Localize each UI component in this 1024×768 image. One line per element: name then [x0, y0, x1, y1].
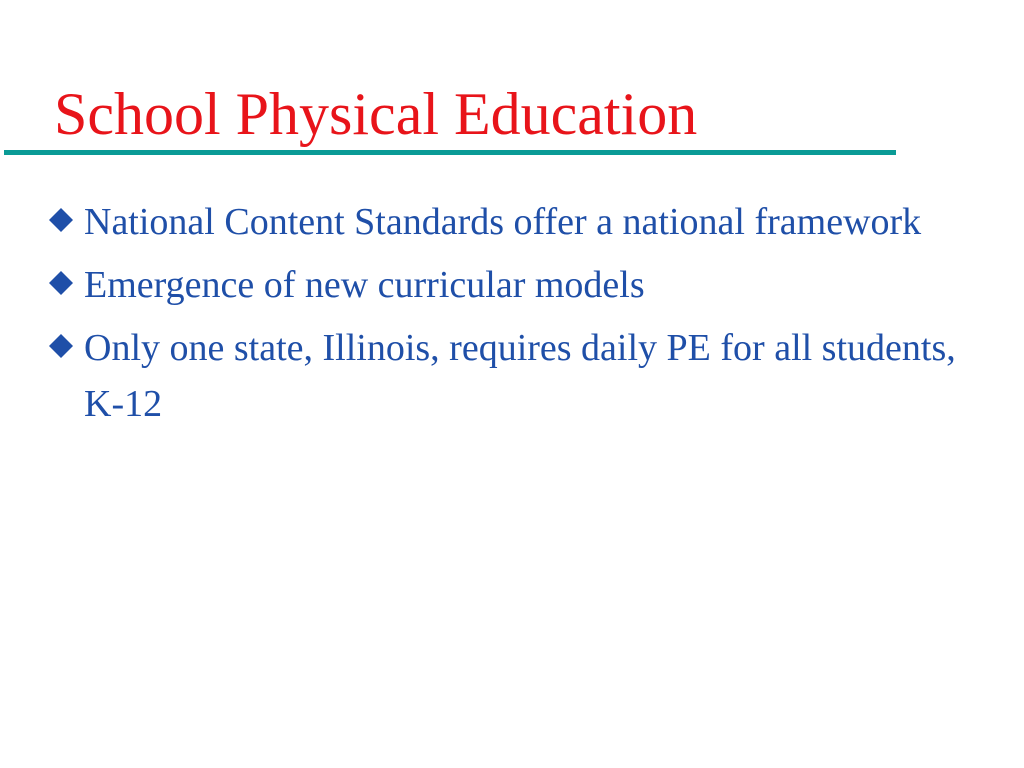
- title-underline-rule: [4, 150, 896, 155]
- bullet-item: [44, 257, 984, 313]
- bullet-item: [44, 320, 984, 432]
- slide-title: School Physical Education: [54, 81, 698, 147]
- bullet-text: Only one state, Illinois, requires daily PE for all students, K-12: [84, 327, 956, 425]
- bullet-list: [44, 194, 984, 439]
- bullet-item: [44, 194, 984, 250]
- diamond-bullet-icon: [46, 205, 76, 235]
- bullet-text: Emergence of new curricular models: [84, 264, 645, 306]
- bullet-text: National Content Standards offer a national framework: [84, 201, 922, 243]
- diamond-bullet-icon: [46, 331, 76, 361]
- diamond-bullet-icon: [46, 268, 76, 298]
